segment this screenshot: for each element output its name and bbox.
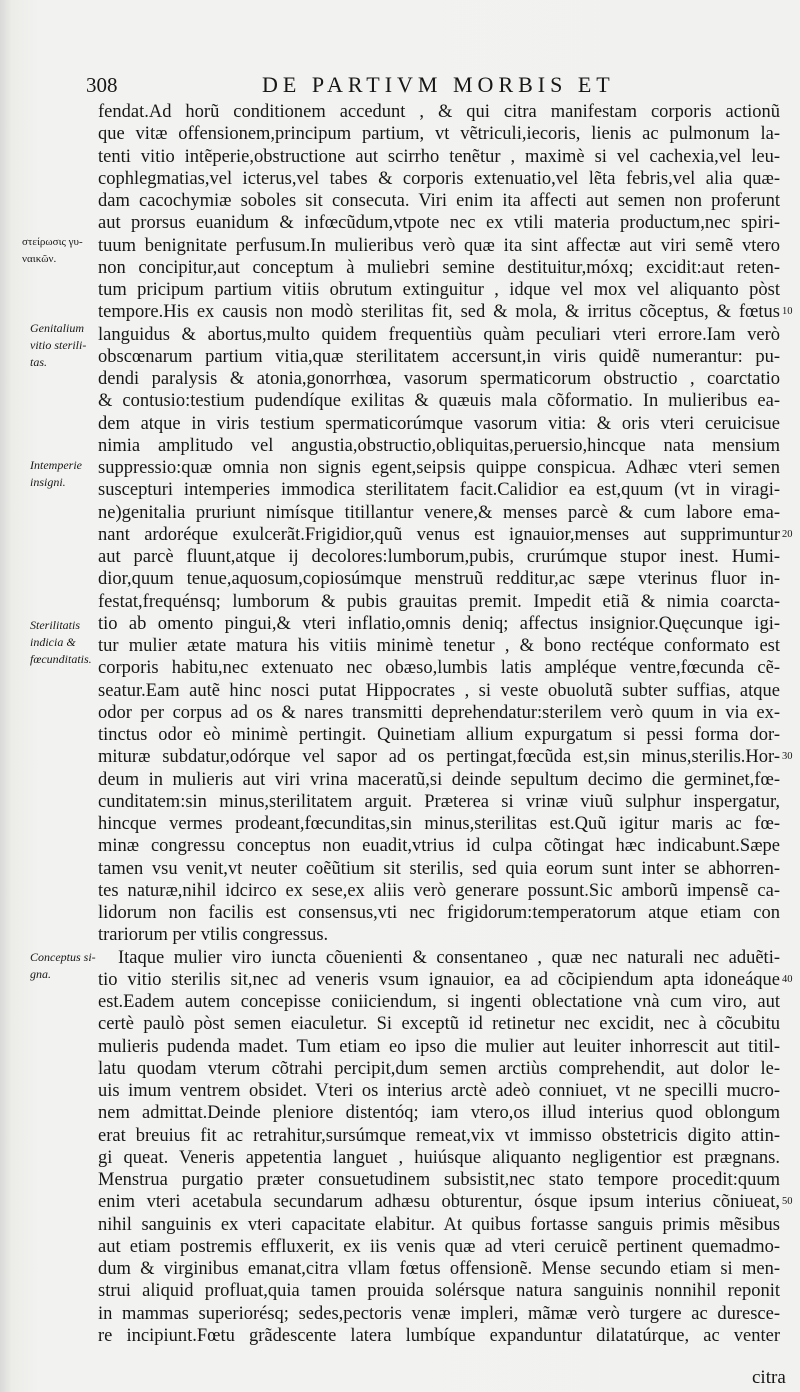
text-line: [98, 1080, 780, 1102]
line-number: 30: [782, 751, 793, 763]
text-line: [98, 813, 780, 835]
text-line-content: Menstrua purgatio præter consuetudinem subsistit,nec stato tempore procedit:quum: [98, 1170, 780, 1190]
margin-note-line: Intemperie: [30, 458, 82, 472]
text-line: [98, 1191, 793, 1213]
text-line-content: aut prorsus euanidum & infœcũdum,vtpote nec ex vtili materia productum,nec spiri-: [98, 213, 780, 234]
text-line: [98, 591, 780, 613]
text-line: [98, 858, 780, 880]
margin-note: [30, 617, 98, 668]
text-line: [98, 435, 780, 457]
text-line-content: nem admittat.Deinde pleniore distentóq; iam vtero,os illud interius quod oblongum: [98, 1103, 780, 1124]
margin-note-line: Genitalium: [30, 321, 84, 335]
margin-note-line: vitio sterili-: [30, 338, 87, 352]
text-line-content: gi queat. Veneris appetentia languet , huiúsque aliquanto negligentior est prægnans.: [98, 1147, 780, 1168]
text-line: [98, 546, 780, 568]
text-line: [98, 702, 780, 724]
text-line: [98, 947, 780, 969]
text-line: [98, 146, 780, 168]
text-line: [98, 235, 780, 257]
text-line-content: re incipiunt.Fœtu grãdescente latera lumbíque expanduntur dilatatúrque, ac venter: [98, 1325, 780, 1346]
text-line: [98, 657, 780, 679]
margin-note: [30, 949, 98, 983]
text-line-content: odor per corpus ad os & nares transmitti deprehendatur:sterilem verò quum in via ex-: [98, 702, 780, 723]
text-line-content: languidus & abortus,multo quidem frequentiùs quàm peculiari vteri errore.Iam verò: [98, 324, 780, 345]
text-line-content: tio vitio sterilis sit,nec ad veneris vsum ignauior, ea ad cõcipiendum apta idoneáque: [98, 969, 780, 990]
text-line: [98, 1013, 780, 1035]
text-line-content: dum & virginibus emanat,citra vllam fœtus offensionẽ. Mense secundo etiam si men-: [98, 1259, 780, 1279]
text-line: [98, 1169, 780, 1191]
line-number: 50: [782, 1196, 793, 1208]
line-number: 20: [782, 528, 793, 540]
text-line-content: in mammas superiorésq; sedes,pectoris venæ impleri, mãmæ verò turgere ac duresce-: [98, 1303, 780, 1324]
text-line-content: fendat.Ad horũ conditionem accedunt , & qui citra manifestam corporis actionũ: [98, 102, 780, 122]
text-line-content: est.Eadem autem concepisse coniiciendum, si ingenti oblectatione vnà cum viro, aut: [98, 992, 780, 1012]
text-line-content: dendi paralysis & atonia,gonorrhœa, vasorum spermaticorum obstructio , coarctatio: [98, 369, 780, 389]
text-line-content: suppressio:quæ omnia non signis egent,seipsis quippe conspicua. Adhæc vteri semen: [98, 458, 780, 478]
text-line: [98, 635, 780, 657]
text-line-content: tenti vitio intẽperie,obstructione aut scirrho tenẽtur , maximè si vel cachexia,vel leu-: [98, 146, 780, 167]
text-line-content: trariorum per vtilis congressus.: [98, 925, 329, 946]
body-text: [98, 101, 793, 1347]
text-line: [98, 123, 780, 145]
text-line: [98, 991, 780, 1013]
text-line: [98, 680, 780, 702]
line-number: 10: [782, 306, 793, 318]
catchword: citra: [752, 1367, 786, 1388]
margin-note-line: Sterilitatis: [30, 618, 81, 632]
text-line: [98, 257, 780, 279]
running-head: DE PARTIVM MORBIS ET: [262, 72, 615, 97]
text-line-content: tes naturæ,nihil idcirco ex sese,ex aliis verò generare possunt.Sic amborũ impensẽ ca-: [98, 880, 780, 901]
margin-note-line: ναικῶν.: [22, 253, 57, 265]
text-line-content: tio ab omento pingui,& vteri inflatio,omnis deniq; affectus insignior.Quęcunque igi-: [98, 613, 780, 634]
text-line-content: corporis habitu,nec extenuato nec obæso,lumbis latis ampléque ventre,fœcunda cẽ-: [98, 658, 780, 679]
text-line-content: erat breuius fit ac retrahitur,sursúmque remeat,vix vt immisso obstetricis digito attin-: [98, 1125, 780, 1146]
text-line-content: tinctus odor eò minimè pertingit. Quinetiam allium expurgatum si pessi forma dor-: [98, 725, 780, 745]
text-line: [98, 301, 793, 323]
text-line: [98, 1325, 780, 1347]
text-line-content: non concipitur,aut conceptum à muliebri semine destituitur,móxq; excidit:aut reten-: [98, 257, 780, 278]
text-line: [98, 1236, 780, 1258]
text-line-content: uis imum ventrem obsidet. Vteri os interius arctè adeò conniuet, vt ne specilli mucro-: [98, 1081, 780, 1101]
text-line: [98, 212, 780, 234]
margin-note-line: fœcunditatis.: [30, 652, 92, 666]
text-line-content: festat,frequénsq; lumborum & pubis grauitas premit. Impedit etiã & nimia coarcta-: [98, 591, 780, 612]
margin-note-line: gna.: [30, 967, 51, 981]
text-line: [98, 168, 780, 190]
text-line: [98, 1280, 780, 1302]
text-line: [98, 457, 780, 479]
text-line-content: aut etiam postremis effluxerit, ex iis venis quæ ad vteri ceruicẽ pertinent quemadmo-: [98, 1236, 780, 1257]
text-line: [98, 1214, 780, 1236]
text-line-content: Itaque mulier viro iuncta cõuenienti & consentaneo , quæ nec naturali nec aduẽti-: [118, 947, 780, 968]
text-line: [98, 791, 780, 813]
text-line: [98, 835, 780, 857]
text-line-content: que vitæ offensionem,principum partium, vt vẽtriculi,iecoris, lienis ac pulmonum la-: [98, 124, 780, 145]
text-line: [98, 568, 780, 590]
text-line-content: cophlegmatias,vel icterus,vel tabes & corporis extenuatio,vel lẽta febris,vel alia quæ-: [98, 168, 780, 189]
text-line-content: dam cacochymiæ soboles sit consecuta. Viri enim ita affecti aut semen non proferunt: [98, 191, 780, 211]
text-line: [98, 769, 780, 791]
text-line-content: tempore.His ex causis non modò sterilitas fit, sed & mola, & irritus cõceptus, & fœtus: [98, 302, 780, 323]
text-line: [98, 479, 780, 501]
text-line: [98, 969, 793, 991]
text-line-content: tum pricipum partium vitiis obrutum extinguitur , idque vel mox vel aliquanto pòst: [98, 280, 780, 300]
text-line: [98, 524, 793, 546]
text-line-content: dem atque in viris testium spermaticorúmque vasorum vitia: & oris vteri ceruicisue: [98, 413, 780, 434]
margin-note-line: indicia &: [30, 635, 76, 649]
text-line: [98, 1125, 780, 1147]
line-number: 40: [782, 973, 793, 985]
text-line-content: tuum benignitate perfusum.In mulieribus verò quæ ita sint affectæ aut viri semẽ vtero: [98, 235, 780, 256]
text-line-content: strui aliquid profluat,quia tamen prouida solérsque natura sanguinis nonnihil reponit: [98, 1281, 780, 1302]
text-line-content: certè paulò pòst semen eiaculetur. Si exceptũ id retinetur nec excidit, nec à cõcubitu: [98, 1014, 780, 1035]
text-line-content: deum in mulieris aut viri vrina maceratũ,si deinde sepultum decimo die germinet,fœ-: [98, 769, 780, 790]
text-line: [98, 613, 780, 635]
text-line-content: seatur.Eam autẽ hinc nosci putat Hippocrates , si veste obuolutã subter suffias, atque: [98, 680, 780, 701]
text-line: [98, 101, 780, 123]
margin-note: [22, 234, 90, 268]
text-line-content: latu quodam vterum cõtrahi percipit,dum semen arctiùs comprehendit, aut dolor le-: [98, 1058, 780, 1079]
text-line: [98, 746, 793, 768]
text-line-content: minæ congressu conceptus non euadit,vtrius id culpa cõtingat hæc indicabunt.Sæpe: [98, 836, 780, 857]
text-line: [98, 1258, 780, 1280]
page-number: 308: [86, 73, 118, 97]
text-line-content: tamen vsu venit,vt neuter coẽũtium sit sterilis, sed quia eorum sunt inter se abhorren-: [98, 858, 780, 879]
text-line-content: cunditatem:sin minus,sterilitatem arguit. Præterea si vrinæ viuũ sulphur inspergatur,: [98, 791, 780, 812]
text-line: [98, 724, 780, 746]
margin-note-line: insigni.: [30, 475, 66, 489]
text-line-content: aut parcè fluunt,atque ij decolores:lumborum,pubis, crurúmque stupor inest. Humi-: [98, 547, 780, 567]
text-line-content: lidorum non facilis est consensus,vti nec frigidorum:temperatorum atque etiam con: [98, 903, 780, 923]
text-line-content: ne)genitalia pruriunt nimísque titillantur venere,& menses parcè & cum labore ema-: [98, 502, 780, 523]
margin-note: [30, 457, 98, 491]
text-line-content: mulieris pudenda madet. Tum etiam eo ipso die mulier aut leuiter inhorrescit aut titil-: [98, 1036, 780, 1057]
text-line: [98, 1303, 780, 1325]
text-line: [98, 880, 780, 902]
text-line: [98, 279, 780, 301]
text-line: [98, 368, 780, 390]
text-line-content: dior,quum tenue,aquosum,copiosúmque menstruũ redditur,ac sæpe vterinus fluor in-: [98, 569, 780, 590]
text-line: [98, 1036, 780, 1058]
text-line: [98, 413, 780, 435]
margin-note-line: Conceptus si-: [30, 950, 96, 964]
text-line-content: nimia amplitudo vel angustia,obstructio,obliquitas,peruersio,hincque nata mensium: [98, 435, 780, 456]
text-line: [98, 1147, 780, 1169]
text-line: [98, 324, 780, 346]
text-line-content: mituræ subdatur,odórque vel sapor ad os pertingat,fœcũda est,sin minus,sterilis.Hor-: [98, 747, 780, 768]
margin-note-line: tas.: [30, 355, 48, 369]
text-line-content: & contusio:testium pudendíque exilitas & quæuis mala cõformatio. In mulieribus ea-: [98, 391, 780, 412]
text-line-content: suscepturi intemperies immodica sterilitatem facit.Calidior ea est,quum (vt in viragi-: [98, 480, 780, 501]
text-line: [98, 1102, 780, 1124]
text-line-content: enim vteri acetabula secundarum adhæsu obturentur, ósque ipsum interius cõniueat,: [98, 1192, 780, 1213]
text-line-content: tur mulier ætate matura his vitiis minimè tenetur , & bono rectéque conformato est: [98, 636, 780, 656]
text-line: [98, 924, 780, 946]
text-line: [98, 190, 780, 212]
text-line: [98, 1058, 780, 1080]
text-line: [98, 502, 780, 524]
margin-note-line: στείρωσις γυ-: [22, 236, 83, 248]
text-line: [98, 390, 780, 412]
text-line: [98, 902, 780, 924]
text-line-content: hincque vermes prodeant,fœcunditas,sin minus,sterilitas est.Quũ igitur maris ac fœ-: [98, 814, 780, 834]
text-line-content: nant ardoréque exulcerãt.Frigidior,quũ venus est ignauior,menses aut supprimuntur: [98, 524, 780, 545]
text-line-content: nihil sanguinis ex vteri capacitate elabitur. At quibus fortasse sanguis primis mẽsibus: [98, 1214, 780, 1235]
text-line-content: obscœnarum partium vitia,quæ sterilitatem accersunt,in viris quidẽ numerantur: pu-: [98, 346, 780, 367]
text-line: [98, 346, 780, 368]
margin-note: [30, 320, 98, 371]
